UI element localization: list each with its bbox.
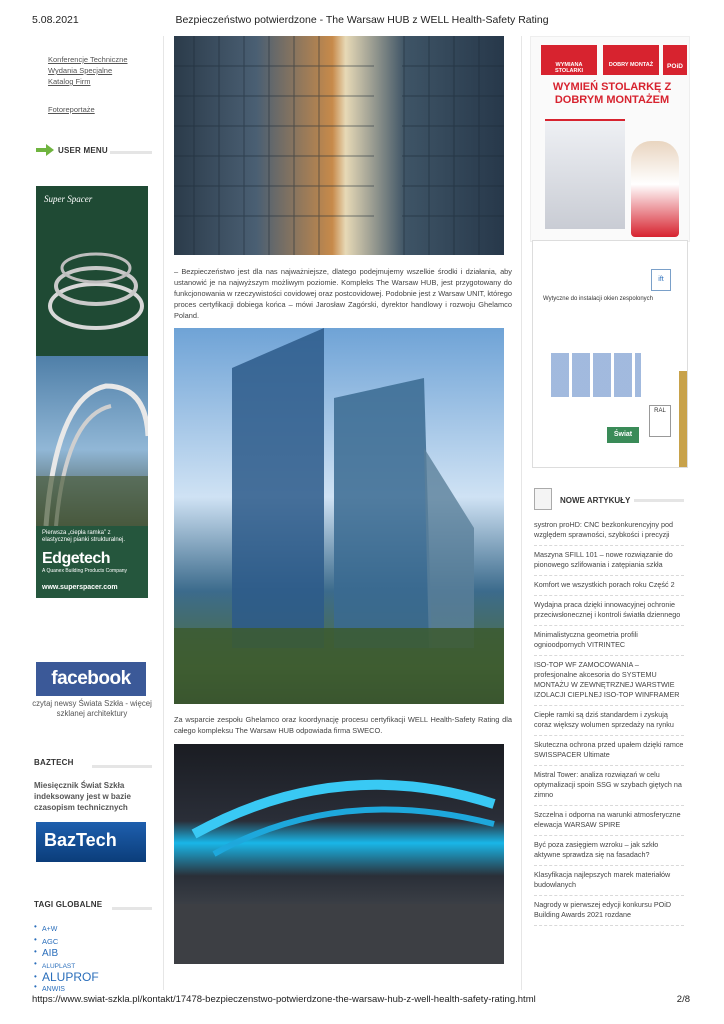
heading-rule	[634, 499, 684, 502]
tag-item[interactable]	[34, 922, 152, 935]
tags-heading	[34, 900, 152, 916]
right-column-divider	[521, 36, 522, 990]
baztech-heading	[34, 758, 152, 774]
news-list	[534, 516, 684, 926]
ad-guidebook-gold-strip	[679, 371, 687, 468]
link-konferencje[interactable]: Konferencje Techniczne	[48, 55, 128, 64]
tag-label: A+W	[42, 926, 58, 933]
tag-item[interactable]	[34, 947, 152, 959]
news-item[interactable]: systron proHD: CNC bezkonkurencyjny pod względem sprawności, szybkości i precyzji	[534, 516, 684, 546]
ad-guidebook-title: Wytyczne do instalacji okien zespolonych	[543, 296, 654, 302]
ad-guidebook-ift-logo: ift	[651, 269, 671, 291]
heading-rule	[110, 151, 152, 154]
link-fotoreportaze[interactable]: Fotoreportaże	[48, 105, 95, 114]
ad-edgetech-photo	[36, 356, 148, 526]
print-title: Bezpieczeństwo potwierdzone - The Warsaw HUB z WELL Health-Safety Rating	[175, 14, 549, 26]
ad-edgetech-logo: Edgetech	[42, 550, 111, 567]
ad-poid-headline: WYMIEŃ STOLARKĘ Z DOBRYM MONTAŻEM	[552, 81, 672, 106]
article-paragraph-1: – Bezpieczeństwo jest dla nas najważniejsze, dlatego podejmujemy wszelkie środki i działania, aby ustanowić je na najwyższym możliwym poziomie. Kompleks The Warsaw HUB, jest przygotowany do funkcjonowania w rzeczywistości covidowej oraz postcovidowej. Podobnie jest z Warsaw UNIT, którego proces certyfikacji dobiega końca – mówi Jarosław Zagórski, dyrektor handlowy i rozwoju Ghelamco Poland.	[174, 267, 512, 320]
facade-grid-graphic	[174, 36, 504, 255]
heading-rule	[92, 765, 152, 768]
tag-item[interactable]	[34, 935, 152, 947]
print-page-number: 2/8	[676, 994, 690, 1005]
print-date: 5.08.2021	[32, 14, 79, 26]
ad-poid-badge-wymiana: WYMIANA STOLARKI	[541, 45, 597, 75]
ad-poid-badge-poid: POiD	[663, 45, 687, 75]
user-menu-label: USER MENU	[58, 146, 108, 155]
tag-list	[34, 922, 152, 995]
left-column-divider	[163, 36, 164, 990]
news-item[interactable]: Nagrody w pierwszej edycji konkursu POiD Building Awards 2021 rozdane	[534, 896, 684, 926]
baztech-text: Miesięcznik Świat Szkła indeksowany jest w bazie czasopism technicznych	[34, 781, 131, 812]
ad-edgetech-footer	[36, 526, 148, 598]
news-heading	[534, 488, 684, 514]
article-photo-facade-sunset	[174, 36, 504, 255]
link-wydania[interactable]: Wydania Specjalne	[48, 66, 113, 75]
article-photo-warsaw-hub	[174, 328, 504, 704]
tag-label: AGC	[42, 937, 59, 946]
news-item[interactable]: Mistral Tower: analiza rozwiązań w celu optymalizacji spoin SSG w szybach giętych na zimno	[534, 766, 684, 806]
news-item[interactable]: Komfort we wszystkich porach roku Część 2	[534, 576, 684, 596]
news-item[interactable]: Minimalistyczna geometria profili ognioodpornych VITRINTEC	[534, 626, 684, 656]
ad-edgetech-building-graphic	[36, 186, 148, 356]
ad-guidebook-thumbnails	[551, 353, 641, 397]
article-paragraph-2: Za wsparcie zespołu Ghelamco oraz koordynację procesu certyfikacji WELL Health-Safety Rating dla całego kompleksu The Warsaw HUB odpowiada firma SWECO.	[174, 715, 512, 735]
ad-edgetech-top	[36, 186, 148, 356]
tag-label: ANWIS	[42, 986, 65, 993]
news-item[interactable]: Być poza zasięgiem wzroku – jak szkło aktywne sprawdza się na fasadach?	[534, 836, 684, 866]
facebook-caption[interactable]: czytaj newsy Świata Szkła - więcej szklanej architektury	[32, 699, 152, 718]
news-item[interactable]: Ciepłe ramki są dziś standardem i zyskują coraz większy wolumen sprzedaży na rynku	[534, 706, 684, 736]
ad-poid-worker-graphic	[631, 141, 679, 237]
news-item[interactable]: Klasyfikacja najlepszych marek materiałów budowlanych	[534, 866, 684, 896]
baztech-logo[interactable]: BazTech	[36, 822, 146, 862]
ad-guidebook-ral-logo: RAL	[649, 405, 671, 437]
ad-poid-house-graphic	[545, 119, 625, 229]
tag-item[interactable]	[34, 972, 152, 982]
ad-edgetech-banner[interactable]	[36, 186, 148, 598]
tag-label: ALUPLAST	[42, 963, 76, 970]
document-icon	[534, 488, 552, 510]
ad-edgetech-arch-graphic	[36, 356, 148, 526]
ad-poid-badge-montaz: DOBRY MONTAŻ	[603, 45, 659, 75]
tag-label: ALUPROF	[42, 970, 99, 984]
lobby-light-graphic	[174, 744, 504, 964]
news-heading-label: NOWE ARTYKUŁY	[560, 496, 631, 505]
tag-label: AIB	[42, 948, 59, 959]
print-header	[0, 14, 724, 30]
tags-heading-label: TAGI GLOBALNE	[34, 900, 103, 909]
baztech-heading-label: BAZTECH	[34, 758, 74, 767]
news-item[interactable]: ISO-TOP WF ZAMOCOWANIA – profesjonalne akcesoria do SYSTEMU MONTAŻU W ZEWNĘTRZNEJ WARSTWIE IZOLACJI CIEPLNEJ ISO-TOP WINFRAMER	[534, 656, 684, 706]
ad-edgetech-tagline: Pierwsza „ciepła ramka” z elastycznej pianki strukturalnej.	[42, 530, 126, 543]
heading-rule	[112, 907, 152, 910]
ad-guidebook-banner[interactable]	[532, 240, 688, 468]
link-katalog[interactable]: Katalog Firm	[48, 77, 91, 86]
print-footer	[0, 994, 724, 1010]
news-item[interactable]: Wydajna praca dzięki innowacyjnej ochronie przeciwsłonecznej i kontroli światła dziennego	[534, 596, 684, 626]
ad-edgetech-web: www.superspacer.com	[42, 584, 118, 591]
facebook-banner[interactable]: facebook	[36, 662, 146, 696]
ad-poid-banner[interactable]	[530, 36, 690, 242]
towers-graphic	[174, 328, 504, 704]
ad-edgetech-brand: Super Spacer	[44, 194, 93, 204]
news-item[interactable]: Skuteczna ochrona przed upałem dzięki ramce SWISSPACER Ultimate	[534, 736, 684, 766]
user-menu-heading[interactable]	[34, 144, 152, 160]
print-url: https://www.swiat-szkla.pl/kontakt/17478-bezpieczenstwo-potwierdzone-the-warsaw-hub-z-well-health-safety-rating.html	[32, 994, 536, 1005]
ad-edgetech-sub: A Quanex Building Products Company	[42, 568, 128, 574]
news-item[interactable]: Maszyna SFILL 101 – nowe rozwiązanie do pionowego szlifowania i zatępiania szkła	[534, 546, 684, 576]
article-photo-lobby	[174, 744, 504, 964]
arrow-right-icon	[36, 144, 54, 156]
sidebar-links-group	[48, 54, 128, 87]
ad-guidebook-swiat-szkla-logo: Świat Szkła	[607, 427, 639, 443]
news-item[interactable]: Szczelna i odporna na warunki atmosferyczne elewacja WARSAW SPIRE	[534, 806, 684, 836]
